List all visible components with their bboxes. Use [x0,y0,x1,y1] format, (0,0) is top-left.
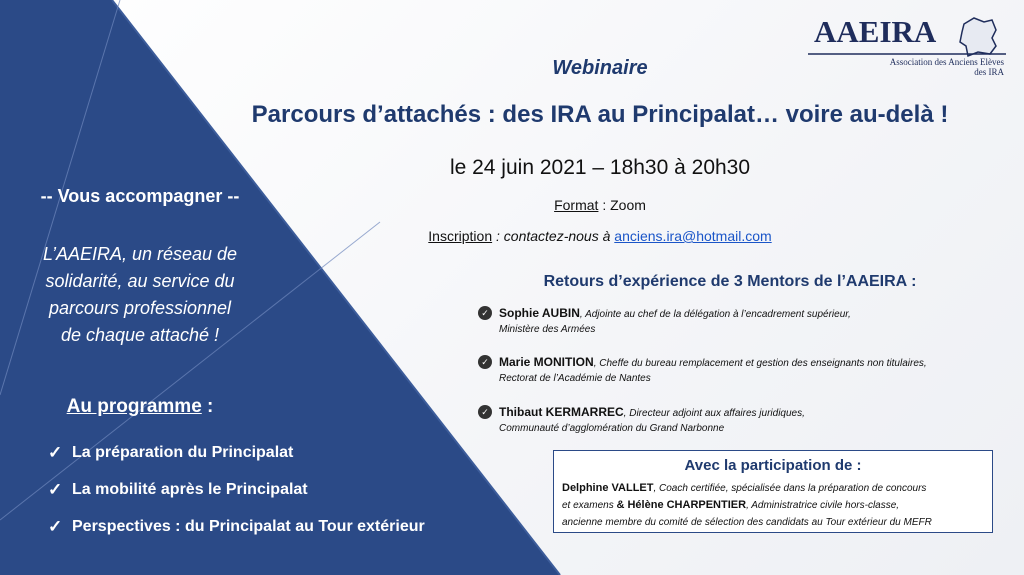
checkmark-icon: ✓ [48,479,63,499]
checkmark-icon: ✓ [48,442,63,462]
mentor-role: , Directeur adjoint aux affaires juridiques, [623,408,805,419]
check-badge-icon: ✓ [478,355,492,369]
mission-line: L’AAEIRA, un réseau de [42,244,238,264]
participant-role: , Coach certifiée, spécialisée dans la préparation de concours [653,483,927,494]
email-link[interactable]: anciens.ira@hotmail.com [614,228,772,244]
event-date: le 24 juin 2021 – 18h30 à 20h30 [449,156,751,179]
check-badge-icon: ✓ [478,405,492,419]
inscription-label: Inscription [428,228,493,244]
programme-label: Au programme [66,396,202,417]
mentor-org: Communauté d’agglomération du Grand Narbonne [499,423,725,434]
logo-underline [808,52,1006,56]
participant-role: , Administratrice civile hors-classe, [746,500,900,511]
participation-body [562,480,992,531]
logo-subtitle-line: Association des Anciens Elèves [889,57,1004,67]
programme-item [48,434,508,471]
participation-box [553,450,993,533]
programme-item-label: Perspectives : du Principalat au Tour extérieur [72,517,425,535]
inscription-line [300,228,900,244]
mission-line: de chaque attaché ! [60,325,220,345]
aaeira-logo [808,14,1006,80]
participant-role-cont: et examens [562,500,617,511]
logo-name: AAEIRA [814,14,937,49]
ampersand: & [616,499,628,511]
mentor-entry [478,405,1008,434]
accompagner-heading: -- Vous accompagner -- [40,186,240,206]
participant-name: Hélène CHARPENTIER [627,499,747,511]
participant-role-cont: ancienne membre du comité de sélection des candidats au Tour extérieur du MEFR [562,517,932,528]
programme-heading [0,396,280,418]
page-title: Parcours d’attachés : des IRA au Principalat… voire au-delà ! [251,101,949,128]
programme-item [48,508,508,545]
inscription-text: : contactez-nous à [492,228,615,244]
mentor-role: , Cheffe du bureau remplacement et gestion des enseignants non titulaires, [593,358,927,369]
check-badge-icon: ✓ [478,306,492,320]
mentor-role: , Adjointe au chef de la délégation à l’encadrement supérieur, [579,309,851,320]
programme-list [48,434,508,545]
mentor-entry [478,355,1008,384]
logo-subtitle [808,57,1004,77]
mission-line: solidarité, au service du [45,271,235,291]
programme-item-label: La préparation du Principalat [72,443,294,461]
mission-text [0,241,280,349]
mentor-name: Marie MONITION [499,355,594,369]
mentor-name: Sophie AUBIN [499,306,580,320]
mission-line: parcours professionnel [48,298,232,318]
logo-subtitle-line: des IRA [974,67,1004,77]
participant-name: Delphine VALLET [562,482,654,494]
mentor-org: Ministère des Armées [499,324,596,335]
programme-colon: : [201,396,214,417]
mentors-heading: Retours d’expérience de 3 Mentors de l’AAEIRA : [543,273,917,290]
format-line [420,197,780,213]
mentor-org: Rectorat de l’Académie de Nantes [499,373,651,384]
mentor-entry [478,306,1008,335]
checkmark-icon: ✓ [48,516,63,536]
mentor-name: Thibaut KERMARREC [499,405,624,419]
programme-item-label: La mobilité après le Principalat [72,480,308,498]
webinaire-label: Webinaire [552,57,648,79]
format-value: : Zoom [598,197,646,213]
format-label: Format [554,197,599,213]
participation-heading: Avec la participation de : [684,457,862,474]
programme-item [48,471,508,508]
